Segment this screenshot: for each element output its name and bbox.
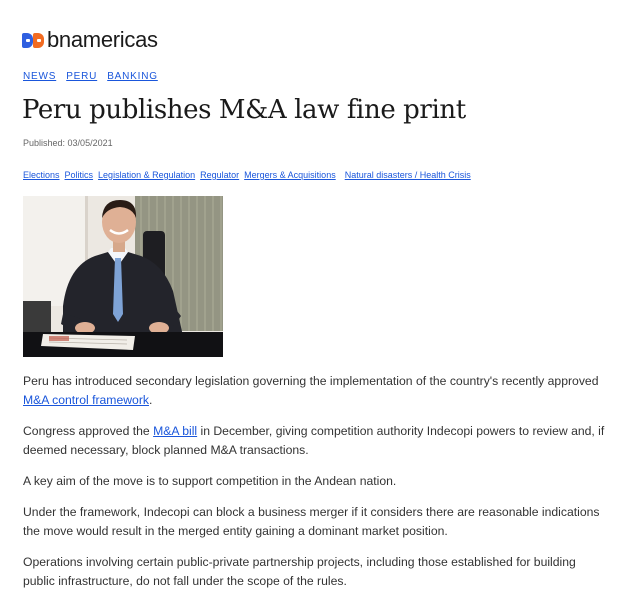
paragraph-1: [23, 372, 608, 410]
published-label: Published:: [23, 138, 66, 148]
ma-control-framework-link[interactable]: M&A control framework: [23, 393, 149, 407]
tag-legislation-regulation[interactable]: Legislation & Regulation: [98, 170, 196, 180]
paragraph-3: A key aim of the move is to support competition in the Andean nation.: [23, 474, 397, 488]
paragraph-4: Under the framework, Indecopi can block a business merger if it considers there are reasonable indications the move would result in the merged entity gaining a dominant market position.: [23, 505, 600, 538]
tag-politics[interactable]: Politics: [64, 170, 94, 180]
paragraph-5: Operations involving certain public-private partnership projects, including those established for building public infrastructure, do not fall under the scope of the rules.: [23, 555, 576, 588]
paragraph-2: [23, 422, 608, 460]
tag-natural-disasters[interactable]: Natural disasters / Health Crisis: [344, 170, 471, 180]
bnamericas-logo-icon: [22, 31, 46, 49]
section-link-peru[interactable]: PERU: [66, 71, 98, 82]
paragraph-2-text: in December, giving competition authority Indecopi powers to review and, if deemed necessary, block planned M&A transactions.: [23, 424, 605, 457]
tag-mergers-acquisitions[interactable]: Mergers & Acquisitions: [244, 170, 336, 180]
published-date: [23, 138, 113, 148]
paragraph-2-start: Congress approved the: [23, 424, 154, 438]
article-title: Peru publishes M&A law fine print: [22, 95, 466, 125]
paragraph-1-text: Peru has introduced secondary legislation governing the implementation of the country's recently approved: [23, 374, 599, 388]
logo-wordmark: bnamericas: [47, 27, 158, 52]
article-body: [23, 372, 608, 603]
topic-tags: [23, 170, 471, 180]
paragraph-1-end: .: [148, 393, 153, 407]
ma-bill-link[interactable]: M&A bill: [153, 424, 198, 438]
section-link-news[interactable]: NEWS: [23, 71, 57, 82]
section-link-banking[interactable]: BANKING: [107, 71, 158, 82]
section-breadcrumb: [23, 71, 158, 82]
man-in-suit-at-desk-photo: [23, 196, 223, 357]
site-logo[interactable]: [22, 28, 158, 52]
published-value: 03/05/2021: [67, 138, 113, 148]
cropped-top-fragment: [230, 0, 330, 2]
tag-elections[interactable]: Elections: [23, 170, 60, 180]
tag-regulator[interactable]: Regulator: [200, 170, 240, 180]
